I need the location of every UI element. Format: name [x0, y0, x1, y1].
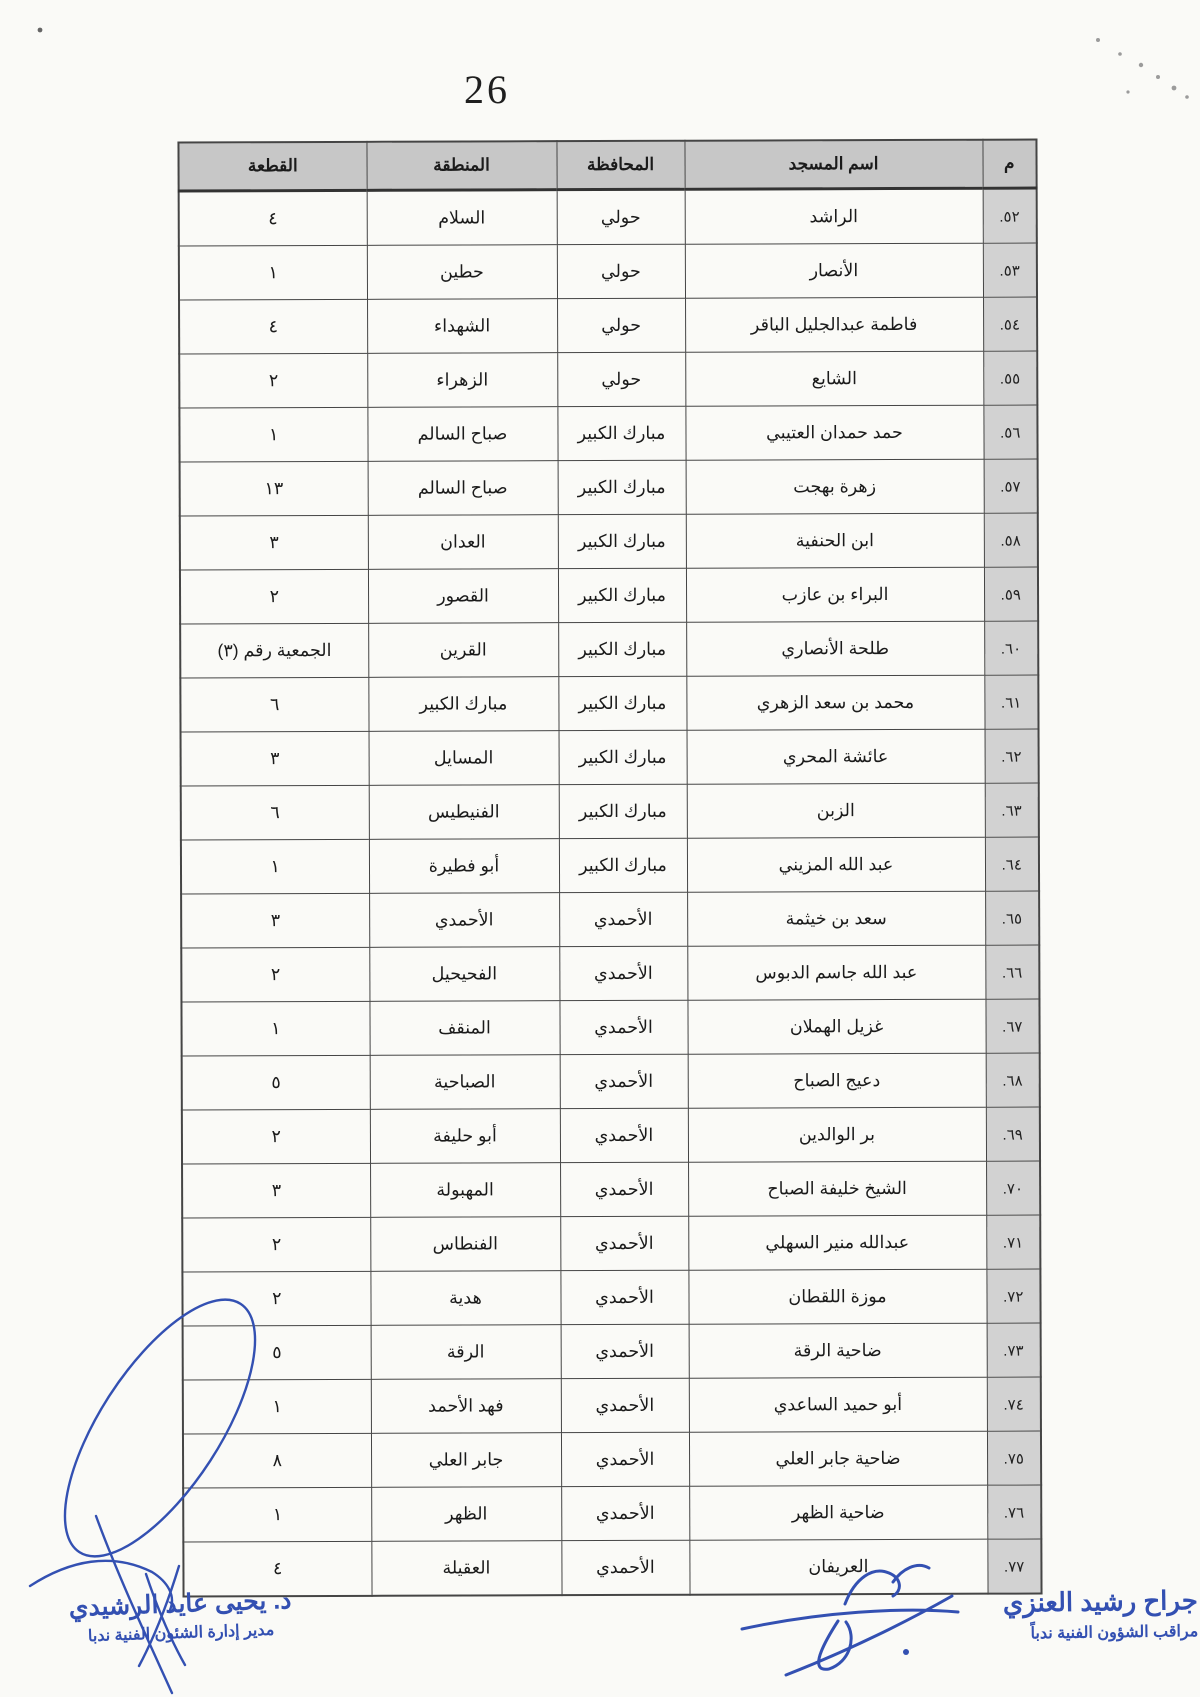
table-row	[179, 297, 1037, 354]
cell-area: الفنطاس	[370, 1217, 560, 1272]
cell-area: صباح السالم	[367, 407, 557, 462]
cell-governorate: الأحمدي	[560, 1216, 688, 1270]
table-row	[180, 675, 1038, 732]
table-row	[180, 459, 1038, 516]
cell-area: فهد الأحمد	[371, 1379, 561, 1434]
cell-governorate: الأحمدي	[561, 1324, 689, 1378]
cell-plot: ٤	[179, 299, 367, 354]
cell-governorate: الأحمدي	[559, 946, 687, 1000]
table-row	[182, 1161, 1040, 1218]
cell-mosque-name: سعد بن خيثمة	[687, 891, 985, 946]
cell-mosque-name: ضاحية الظهر	[689, 1485, 987, 1540]
header-plot: القطعة	[178, 142, 366, 191]
table-row	[181, 729, 1039, 786]
cell-area: الصباحية	[370, 1055, 560, 1110]
cell-plot: ١	[181, 839, 369, 894]
pen-specks-top-right	[1096, 38, 1189, 99]
cell-mosque-name: ضاحية جابر العلي	[689, 1431, 987, 1486]
cell-mosque-name: حمد حمدان العتيبي	[685, 405, 983, 460]
cell-plot: ١	[183, 1487, 371, 1542]
cell-index: ٧٤.	[987, 1377, 1041, 1431]
cell-index: ٥٩.	[984, 567, 1038, 621]
cell-area: أبو حليفة	[370, 1109, 560, 1164]
cell-area: الظهر	[371, 1487, 561, 1542]
cell-mosque-name: البراء بن عازب	[686, 567, 984, 622]
cell-governorate: مبارك الكبير	[558, 622, 686, 676]
cell-plot: ٥	[182, 1055, 370, 1110]
cell-governorate: الأحمدي	[559, 892, 687, 946]
cell-plot: ٢	[182, 1217, 370, 1272]
cell-plot: ٦	[180, 677, 368, 732]
cell-area: الزهراء	[367, 353, 557, 408]
cell-governorate: الأحمدي	[560, 1108, 688, 1162]
cell-plot: ٢	[180, 569, 368, 624]
signatory-title-right: مراقب الشؤون الفنية ندباً	[1030, 1622, 1199, 1643]
cell-governorate: مبارك الكبير	[559, 838, 687, 892]
table-row	[183, 1431, 1041, 1488]
cell-index: ٦٢.	[985, 729, 1039, 783]
cell-governorate: الأحمدي	[560, 1054, 688, 1108]
cell-area: الشهداء	[367, 299, 557, 354]
table-row	[181, 945, 1039, 1002]
table-row	[181, 999, 1039, 1056]
table-row	[182, 1053, 1040, 1110]
cell-index: ٥٣.	[983, 243, 1037, 297]
table-row	[180, 567, 1038, 624]
cell-plot: ٣	[181, 893, 369, 948]
cell-index: ٧٠.	[986, 1161, 1040, 1215]
cell-governorate: الأحمدي	[561, 1432, 689, 1486]
cell-index: ٥٨.	[984, 513, 1038, 567]
table-row	[180, 513, 1038, 570]
cell-index: ٥٢.	[983, 188, 1037, 243]
cell-governorate: مبارك الكبير	[558, 514, 686, 568]
header-governorate: المحافظة	[556, 141, 684, 190]
cell-governorate: الأحمدي	[561, 1540, 689, 1595]
cell-mosque-name: أبو حميد الساعدي	[689, 1377, 987, 1432]
cell-index: ٦٩.	[986, 1107, 1040, 1161]
cell-area: هدية	[370, 1271, 560, 1326]
cell-governorate: حولي	[557, 352, 685, 406]
cell-plot: ٣	[180, 515, 368, 570]
table-row	[179, 351, 1037, 408]
table-body	[179, 188, 1042, 1596]
table-row	[179, 405, 1037, 462]
cell-area: الفنيطيس	[369, 785, 559, 840]
cell-mosque-name: عبدالله منير السهلي	[688, 1215, 986, 1270]
table-row	[182, 1107, 1040, 1164]
header-index: م	[982, 140, 1036, 189]
cell-governorate: مبارك الكبير	[557, 406, 685, 460]
cell-mosque-name: غزيل الهملان	[687, 999, 985, 1054]
cell-area: الرقة	[371, 1325, 561, 1380]
cell-plot: ٥	[183, 1325, 371, 1380]
cell-plot: ٢	[179, 353, 367, 408]
cell-plot: ٦	[181, 785, 369, 840]
cell-index: ٧٦.	[987, 1485, 1041, 1539]
cell-mosque-name: ابن الحنفية	[686, 513, 984, 568]
cell-index: ٧٧.	[987, 1539, 1041, 1594]
cell-plot: ١	[183, 1379, 371, 1434]
cell-mosque-name: العريفان	[689, 1539, 987, 1595]
cell-plot: ٣	[182, 1163, 370, 1218]
cell-area: مبارك الكبير	[368, 677, 558, 732]
header-area: المنطقة	[366, 141, 556, 190]
cell-mosque-name: عبد الله جاسم الدبوس	[687, 945, 985, 1000]
cell-area: صباح السالم	[368, 461, 558, 516]
cell-area: العدان	[368, 515, 558, 570]
cell-index: ٧٣.	[987, 1323, 1041, 1377]
cell-mosque-name: الراشد	[685, 188, 983, 244]
cell-plot: ٢	[182, 1271, 370, 1326]
cell-plot: ١	[179, 407, 367, 462]
cell-plot: ٢	[182, 1109, 370, 1164]
cell-plot: ٤	[183, 1541, 371, 1596]
cell-index: ٦٦.	[985, 945, 1039, 999]
cell-area: جابر العلي	[371, 1433, 561, 1488]
table-row	[179, 188, 1037, 246]
cell-index: ٦٤.	[985, 837, 1039, 891]
cell-area: حطين	[367, 245, 557, 300]
cell-index: ٦٥.	[985, 891, 1039, 945]
cell-mosque-name: الأنصار	[685, 243, 983, 298]
cell-plot: ٤	[179, 190, 367, 246]
cell-plot: ١٣	[180, 461, 368, 516]
page-number: 26	[464, 67, 510, 112]
table-row	[181, 837, 1039, 894]
cell-governorate: مبارك الكبير	[558, 568, 686, 622]
table-row	[183, 1485, 1041, 1542]
cell-mosque-name: بر الوالدين	[688, 1107, 986, 1162]
table-row	[179, 243, 1037, 300]
cell-index: ٧٢.	[986, 1269, 1040, 1323]
cell-area: القصور	[368, 569, 558, 624]
cell-mosque-name: دعيج الصباح	[688, 1053, 986, 1108]
cell-area: العقيلة	[371, 1541, 561, 1596]
cell-index: ٧٥.	[987, 1431, 1041, 1485]
cell-governorate: مبارك الكبير	[558, 676, 686, 730]
cell-governorate: حولي	[557, 189, 685, 244]
cell-mosque-name: محمد بن سعد الزهري	[686, 675, 984, 730]
cell-governorate: الأحمدي	[560, 1270, 688, 1324]
cell-area: المسايل	[369, 731, 559, 786]
cell-mosque-name: الشايع	[685, 351, 983, 406]
cell-area: السلام	[367, 190, 557, 246]
cell-mosque-name: الزبن	[687, 783, 985, 838]
cell-governorate: حولي	[557, 298, 685, 352]
signatory-title-left: مدير إدارة الشئون الفنية ندبا	[87, 1621, 275, 1646]
cell-index: ٥٥.	[983, 351, 1037, 405]
cell-index: ٧١.	[986, 1215, 1040, 1269]
cell-mosque-name: فاطمة عبدالجليل الباقر	[685, 297, 983, 352]
cell-area: أبو فطيرة	[369, 839, 559, 894]
table-row	[180, 621, 1038, 678]
signatory-name-left: د. يحيى عايد الرشيدي	[68, 1586, 292, 1622]
cell-mosque-name: عبد الله المزيني	[687, 837, 985, 892]
cell-area: المنقف	[369, 1001, 559, 1056]
scan-speck-top-left	[38, 28, 43, 33]
cell-mosque-name: زهرة بهجت	[686, 459, 984, 514]
header-mosque-name: اسم المسجد	[684, 140, 982, 190]
cell-plot: ١	[181, 1001, 369, 1056]
table-row	[182, 1269, 1040, 1326]
table-row	[181, 891, 1039, 948]
cell-mosque-name: الشيخ خليفة الصباح	[688, 1161, 986, 1216]
cell-index: ٦٠.	[984, 621, 1038, 675]
cell-governorate: مبارك الكبير	[559, 784, 687, 838]
signatory-name-right: جراح رشيد العنزي	[1002, 1585, 1199, 1618]
cell-governorate: مبارك الكبير	[558, 460, 686, 514]
cell-mosque-name: عائشة المحري	[687, 729, 985, 784]
cell-plot: ٢	[181, 947, 369, 1002]
cell-governorate: الأحمدي	[561, 1486, 689, 1540]
cell-index: ٦٨.	[986, 1053, 1040, 1107]
cell-index: ٥٤.	[983, 297, 1037, 351]
cell-index: ٦١.	[984, 675, 1038, 729]
table-header-row	[178, 140, 1036, 191]
cell-area: الأحمدي	[369, 893, 559, 948]
cell-index: ٥٦.	[983, 405, 1037, 459]
signature-block-left	[37, 1581, 324, 1650]
table-row	[182, 1215, 1040, 1272]
cell-plot: الجمعية رقم (٣)	[180, 623, 368, 678]
cell-index: ٦٧.	[985, 999, 1039, 1053]
cell-mosque-name: ضاحية الرقة	[689, 1323, 987, 1378]
cell-governorate: حولي	[557, 244, 685, 298]
cell-mosque-name: طلحة الأنصاري	[686, 621, 984, 676]
cell-plot: ٨	[183, 1433, 371, 1488]
cell-area: الفحيحيل	[369, 947, 559, 1002]
cell-governorate: الأحمدي	[561, 1378, 689, 1432]
cell-governorate: مبارك الكبير	[559, 730, 687, 784]
cell-index: ٦٣.	[985, 783, 1039, 837]
table-row	[181, 783, 1039, 840]
mosque-table	[177, 139, 1042, 1598]
cell-area: القرين	[368, 623, 558, 678]
cell-index: ٥٧.	[984, 459, 1038, 513]
signature-block-right	[930, 1582, 1199, 1647]
cell-governorate: الأحمدي	[560, 1162, 688, 1216]
table-row	[183, 1377, 1041, 1434]
table-row	[183, 1323, 1041, 1380]
cell-area: المهبولة	[370, 1163, 560, 1218]
cell-plot: ١	[179, 245, 367, 300]
cell-mosque-name: موزة اللقطان	[688, 1269, 986, 1324]
cell-plot: ٣	[181, 731, 369, 786]
cell-governorate: الأحمدي	[559, 1000, 687, 1054]
